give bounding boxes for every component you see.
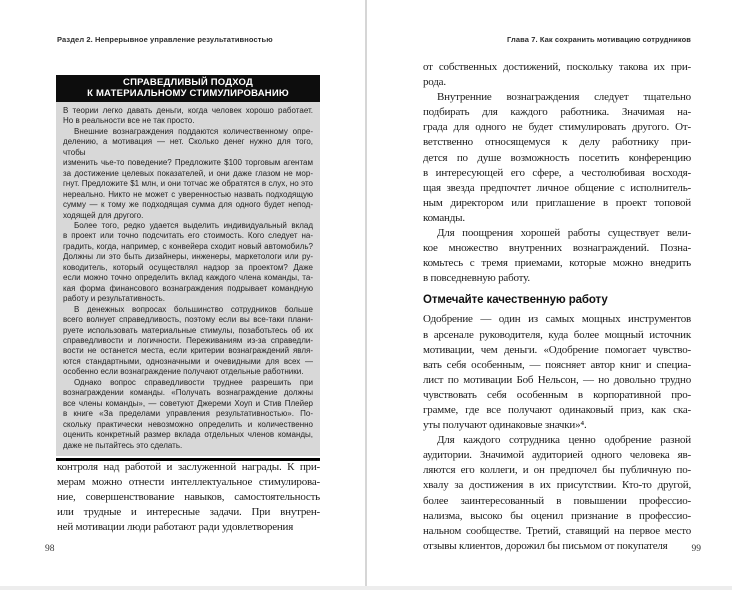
text-line: хвалу за достижения в их присутствии. Кто-то другой, <box>423 479 691 492</box>
text-line: ней мотивации люди работают ради удовлетворения <box>57 521 294 534</box>
text-line: В денежных вопросах большинство сотрудников больше <box>74 304 313 314</box>
text-line: ние, совершенствование навыков, самостоятельность <box>57 491 320 504</box>
text-line: В теории легко давать деньги, когда человек хорошо работает. <box>63 106 313 115</box>
text-line: оценить конкретный размер вклада отдельных членов команды, <box>63 430 313 440</box>
text-line: за достижение целевых показателей, и они даже глазом не мор- <box>63 168 313 178</box>
paragraph <box>423 433 691 554</box>
text-line: в повседневную работу. <box>423 272 530 285</box>
text-line: градить, когда, например, с конвейера сходит новый автомобиль? <box>63 241 313 251</box>
callout-title-line-1: СПРАВЕДЛИВЫЙ ПОДХОД <box>123 77 253 88</box>
text-line: Для каждого сотрудника ценно одобрение разной <box>437 434 691 447</box>
paragraph <box>423 226 691 286</box>
text-line: Для поощрения хорошей работы существует вели- <box>437 227 691 240</box>
left-page-body-text <box>57 460 320 535</box>
text-line: делению, а мотивация — нет. Сколько денег нужно для того, чтобы <box>63 137 313 157</box>
text-line: или трудные и интересные задачи. При внутрен- <box>57 506 320 519</box>
text-line: мотивации, чем деньги. «Одобрение помогает чувство- <box>423 343 691 356</box>
text-line: отзывы клиентов, дорожил бы письмом от покупателя <box>423 539 668 552</box>
text-line: комьтесь с тремя приемами, которые можно внедрить <box>423 257 691 270</box>
text-line: работу и результативность. <box>63 294 165 304</box>
right-page-body-text <box>423 60 691 554</box>
text-line: грамме, где все получают одинаковый приз, как ска- <box>423 403 691 416</box>
text-line: вать себя особенным, — поясняет автор книг и специа- <box>423 358 691 371</box>
text-line: ются стандартными, однозначными и очевидными для всех — <box>63 356 313 366</box>
text-line: кая форма финансового вознаграждения подрывает командную <box>63 283 313 293</box>
callout-box-title <box>56 75 320 102</box>
paragraph <box>63 106 313 127</box>
paragraph <box>63 127 313 221</box>
text-line: в арсенале руководителя, куда более мощный источник <box>423 328 691 341</box>
text-line: в интересующей его сфере, а честолюбивая восходя- <box>423 166 691 179</box>
text-line: в книге «За пределами управления результативностью». По- <box>63 409 313 419</box>
paragraph <box>423 90 691 226</box>
paragraph <box>63 305 313 378</box>
text-line: контроля над работой и заслуженной награды. К при- <box>57 461 320 473</box>
text-line: команды. <box>423 211 465 224</box>
callout-title-line-2: К МАТЕРИАЛЬНОМУ СТИМУЛИРОВАНИЮ <box>87 88 289 99</box>
text-line: Внешние вознаграждения поддаются количественному опре- <box>74 126 313 136</box>
page-bottom-edge <box>0 586 732 590</box>
text-line: сумму — к тому же подходящая сумма для одного будет непод- <box>63 200 313 210</box>
text-line: лист по мотивации Боб Нельсон, — но довольно трудно <box>423 373 691 386</box>
callout-box-body <box>56 102 320 456</box>
text-line: Внутренние вознаграждения следует тщательно <box>437 91 691 104</box>
text-line: нереально. Никто не может с уверенностью назвать подходящую <box>63 189 313 199</box>
text-line: мерам можно отнести интеллектуальное стимулирова- <box>57 476 320 489</box>
left-running-head: Раздел 2. Непрерывное управление результативностью <box>57 35 273 44</box>
text-line: вости не останется места, если критерии вознаграждений явля- <box>63 346 313 356</box>
callout-box <box>56 75 320 461</box>
text-line: вознаграждении команды. «Получать вознаграждение должны <box>63 388 313 398</box>
right-page-number: 99 <box>691 544 701 554</box>
text-line: нальном сообществе. Третий, ставящий на первое место <box>423 524 691 537</box>
text-line: Однако вопрос справедливости труднее разрешить при <box>74 377 313 387</box>
text-line: града для одного не будет стимулировать другого. От- <box>423 121 691 134</box>
text-line: от собственных достижений, поскольку такова их при- <box>423 61 691 73</box>
text-line: аудитории. Значимой аудиторией одного человека яв- <box>423 449 691 462</box>
text-line: Должны ли это быть дизайнеры, инженеры, маркетологи или ру- <box>63 252 313 262</box>
text-line: более заинтересованный в повышении профессио- <box>423 494 691 507</box>
text-line: ляются его коллеги, и он предпочел бы публичную по- <box>423 464 691 477</box>
text-line: даже не пытайтесь это сделать. <box>63 440 183 450</box>
paragraph <box>423 312 691 433</box>
text-line: нализма, высоко бы оценил признание в профессио- <box>423 509 691 522</box>
text-line: Более того, редко удается выделить индивидуальный вклад <box>74 220 313 230</box>
text-line: рода. <box>423 76 446 89</box>
text-line: Но в реальности все не так просто. <box>63 116 195 126</box>
text-line: изменить чье-то поведение? Предложите $100 торговым агентам <box>63 158 313 168</box>
text-line: щая звезда предпочтет личное общение с исполнитель- <box>423 181 691 194</box>
paragraph <box>63 378 313 451</box>
text-line: особенно если вознаграждение получают отдельные работники. <box>63 367 304 377</box>
text-line: ходящей для другого. <box>63 210 144 220</box>
text-line: всего волнует справедливость, поэтому если вы все-таки плани- <box>63 315 313 325</box>
text-line: кое множество внутренних вознаграждений. Позна- <box>423 242 691 255</box>
text-line: справедливости и логичности. Переживаниям из-за справедли- <box>63 335 313 345</box>
text-line: скольку практически невозможно определить и количественно <box>63 419 313 429</box>
text-line: ным директором или приглашение в проект топовой <box>423 196 691 209</box>
text-line: в проект или точно подсчитать его стоимость. Кого следует на- <box>63 231 313 241</box>
text-line: Одобрение — один из самых мощных инструментов <box>423 313 691 326</box>
text-line: все члены команды», — советуют Джереми Хоуп и Стив Плейер <box>63 398 313 408</box>
text-line: ветственно относящемуся к делу работнику при- <box>423 136 691 149</box>
paragraph <box>63 221 313 305</box>
text-line: гнут. Предложите $1 млн, и они тотчас же обратятся в слух, но это <box>63 179 313 189</box>
text-line: уты получают одинаковые значки»⁴. <box>423 419 587 432</box>
text-line: подбирать для каждого работника. Значимая на- <box>423 106 691 119</box>
text-line: руете использовать материальные стимулы, позаботьтесь об их <box>63 325 313 335</box>
page-gutter-divider <box>365 0 367 590</box>
section-subheading: Отмечайте качественную работу <box>423 294 608 307</box>
text-line: дется по душе возможность посетить конференцию <box>423 151 691 164</box>
left-page-number: 98 <box>45 544 55 554</box>
paragraph <box>423 60 691 90</box>
text-line: если можно точно определить вклад каждого члена команды, та- <box>63 273 313 283</box>
text-line: чувствовать себя особенным в корпоративной про- <box>423 388 691 401</box>
right-running-head: Глава 7. Как сохранить мотивацию сотрудников <box>507 35 691 44</box>
text-line: ководитель, который осуществлял надзор за проектом? Даже <box>63 262 313 272</box>
